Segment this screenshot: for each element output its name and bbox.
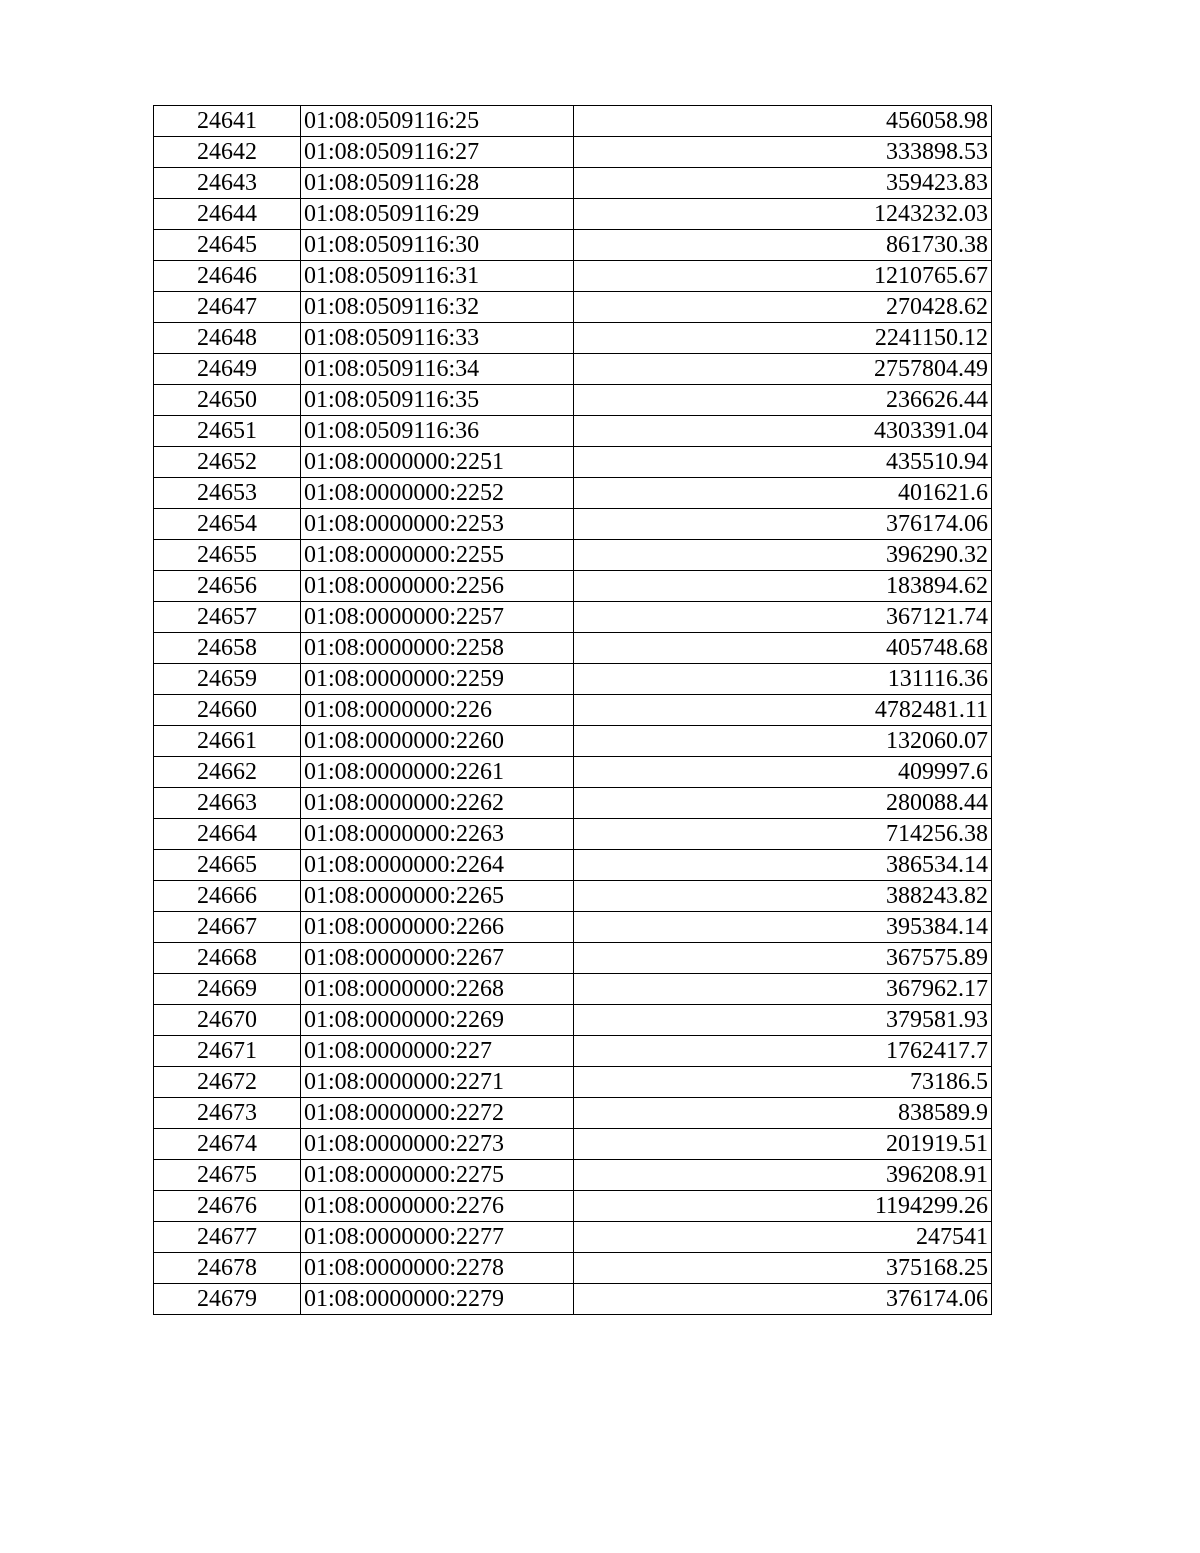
row-number-cell: 24669 xyxy=(154,974,301,1005)
value-cell: 1210765.67 xyxy=(574,261,992,292)
cadastral-number-cell: 01:08:0000000:2268 xyxy=(301,974,574,1005)
cadastral-number-cell: 01:08:0000000:2273 xyxy=(301,1129,574,1160)
cadastral-number-cell: 01:08:0000000:2251 xyxy=(301,447,574,478)
value-cell: 401621.6 xyxy=(574,478,992,509)
cadastral-number-cell: 01:08:0000000:2252 xyxy=(301,478,574,509)
cadastral-number-cell: 01:08:0000000:2266 xyxy=(301,912,574,943)
table-row xyxy=(154,447,992,478)
value-cell: 714256.38 xyxy=(574,819,992,850)
table-row xyxy=(154,664,992,695)
row-number-cell: 24677 xyxy=(154,1222,301,1253)
row-number-cell: 24655 xyxy=(154,540,301,571)
table-row xyxy=(154,292,992,323)
value-cell: 379581.93 xyxy=(574,1005,992,1036)
table-row xyxy=(154,881,992,912)
value-cell: 367962.17 xyxy=(574,974,992,1005)
table-row xyxy=(154,1005,992,1036)
table-row xyxy=(154,633,992,664)
table-row xyxy=(154,199,992,230)
table-row xyxy=(154,757,992,788)
cadastral-number-cell: 01:08:0000000:2278 xyxy=(301,1253,574,1284)
row-number-cell: 24656 xyxy=(154,571,301,602)
table-row xyxy=(154,602,992,633)
table-row xyxy=(154,261,992,292)
cadastral-number-cell: 01:08:0000000:2260 xyxy=(301,726,574,757)
cadastral-number-cell: 01:08:0000000:2256 xyxy=(301,571,574,602)
row-number-cell: 24675 xyxy=(154,1160,301,1191)
value-cell: 1194299.26 xyxy=(574,1191,992,1222)
cadastral-number-cell: 01:08:0000000:2275 xyxy=(301,1160,574,1191)
cadastral-number-cell: 01:08:0509116:36 xyxy=(301,416,574,447)
row-number-cell: 24642 xyxy=(154,137,301,168)
cadastral-number-cell: 01:08:0000000:2263 xyxy=(301,819,574,850)
row-number-cell: 24659 xyxy=(154,664,301,695)
value-cell: 4782481.11 xyxy=(574,695,992,726)
value-cell: 861730.38 xyxy=(574,230,992,261)
table-row xyxy=(154,571,992,602)
value-cell: 2241150.12 xyxy=(574,323,992,354)
cadastral-number-cell: 01:08:0509116:31 xyxy=(301,261,574,292)
row-number-cell: 24645 xyxy=(154,230,301,261)
value-cell: 359423.83 xyxy=(574,168,992,199)
value-cell: 388243.82 xyxy=(574,881,992,912)
row-number-cell: 24676 xyxy=(154,1191,301,1222)
cadastral-number-cell: 01:08:0000000:2259 xyxy=(301,664,574,695)
table-row xyxy=(154,974,992,1005)
cadastral-number-cell: 01:08:0000000:2262 xyxy=(301,788,574,819)
cadastral-number-cell: 01:08:0000000:227 xyxy=(301,1036,574,1067)
cadastral-number-cell: 01:08:0000000:2277 xyxy=(301,1222,574,1253)
table-row xyxy=(154,819,992,850)
table-row xyxy=(154,1067,992,1098)
cadastral-number-cell: 01:08:0509116:34 xyxy=(301,354,574,385)
table-row xyxy=(154,137,992,168)
cadastral-number-cell: 01:08:0509116:32 xyxy=(301,292,574,323)
row-number-cell: 24647 xyxy=(154,292,301,323)
value-cell: 132060.07 xyxy=(574,726,992,757)
row-number-cell: 24644 xyxy=(154,199,301,230)
table-row xyxy=(154,850,992,881)
table-row xyxy=(154,168,992,199)
row-number-cell: 24649 xyxy=(154,354,301,385)
cadastral-number-cell: 01:08:0000000:2279 xyxy=(301,1284,574,1315)
table-row xyxy=(154,1160,992,1191)
cadastral-number-cell: 01:08:0000000:2255 xyxy=(301,540,574,571)
table-row xyxy=(154,509,992,540)
row-number-cell: 24672 xyxy=(154,1067,301,1098)
row-number-cell: 24668 xyxy=(154,943,301,974)
table-row xyxy=(154,726,992,757)
table-row xyxy=(154,354,992,385)
cadastral-number-cell: 01:08:0509116:33 xyxy=(301,323,574,354)
value-cell: 376174.06 xyxy=(574,1284,992,1315)
table-row xyxy=(154,788,992,819)
cadastral-number-cell: 01:08:0509116:29 xyxy=(301,199,574,230)
table-row xyxy=(154,1036,992,1067)
table-row xyxy=(154,1222,992,1253)
row-number-cell: 24678 xyxy=(154,1253,301,1284)
value-cell: 236626.44 xyxy=(574,385,992,416)
value-cell: 183894.62 xyxy=(574,571,992,602)
value-cell: 386534.14 xyxy=(574,850,992,881)
cadastral-number-cell: 01:08:0509116:30 xyxy=(301,230,574,261)
cadastral-number-cell: 01:08:0000000:2264 xyxy=(301,850,574,881)
table-body xyxy=(154,106,992,1315)
cadastral-number-cell: 01:08:0000000:2261 xyxy=(301,757,574,788)
value-cell: 456058.98 xyxy=(574,106,992,137)
table-row xyxy=(154,540,992,571)
cadastral-number-cell: 01:08:0000000:2265 xyxy=(301,881,574,912)
row-number-cell: 24646 xyxy=(154,261,301,292)
cadastral-number-cell: 01:08:0000000:2253 xyxy=(301,509,574,540)
row-number-cell: 24666 xyxy=(154,881,301,912)
cadastral-number-cell: 01:08:0509116:27 xyxy=(301,137,574,168)
row-number-cell: 24671 xyxy=(154,1036,301,1067)
row-number-cell: 24665 xyxy=(154,850,301,881)
value-cell: 396208.91 xyxy=(574,1160,992,1191)
row-number-cell: 24662 xyxy=(154,757,301,788)
row-number-cell: 24660 xyxy=(154,695,301,726)
value-cell: 201919.51 xyxy=(574,1129,992,1160)
table-row xyxy=(154,1284,992,1315)
row-number-cell: 24652 xyxy=(154,447,301,478)
value-cell: 375168.25 xyxy=(574,1253,992,1284)
value-cell: 838589.9 xyxy=(574,1098,992,1129)
value-cell: 1243232.03 xyxy=(574,199,992,230)
row-number-cell: 24651 xyxy=(154,416,301,447)
row-number-cell: 24657 xyxy=(154,602,301,633)
cadastral-number-cell: 01:08:0000000:2257 xyxy=(301,602,574,633)
cadastral-number-cell: 01:08:0000000:2258 xyxy=(301,633,574,664)
row-number-cell: 24679 xyxy=(154,1284,301,1315)
value-cell: 367575.89 xyxy=(574,943,992,974)
cadastral-number-cell: 01:08:0509116:35 xyxy=(301,385,574,416)
row-number-cell: 24641 xyxy=(154,106,301,137)
value-cell: 405748.68 xyxy=(574,633,992,664)
cadastral-number-cell: 01:08:0000000:2271 xyxy=(301,1067,574,1098)
data-table xyxy=(153,105,992,1315)
row-number-cell: 24643 xyxy=(154,168,301,199)
row-number-cell: 24650 xyxy=(154,385,301,416)
value-cell: 367121.74 xyxy=(574,602,992,633)
table-row xyxy=(154,943,992,974)
cadastral-number-cell: 01:08:0000000:2267 xyxy=(301,943,574,974)
row-number-cell: 24674 xyxy=(154,1129,301,1160)
row-number-cell: 24667 xyxy=(154,912,301,943)
value-cell: 1762417.7 xyxy=(574,1036,992,1067)
table-row xyxy=(154,1191,992,1222)
value-cell: 435510.94 xyxy=(574,447,992,478)
value-cell: 333898.53 xyxy=(574,137,992,168)
value-cell: 409997.6 xyxy=(574,757,992,788)
row-number-cell: 24654 xyxy=(154,509,301,540)
table-row xyxy=(154,385,992,416)
cadastral-number-cell: 01:08:0000000:2269 xyxy=(301,1005,574,1036)
cadastral-number-cell: 01:08:0000000:2272 xyxy=(301,1098,574,1129)
row-number-cell: 24670 xyxy=(154,1005,301,1036)
value-cell: 280088.44 xyxy=(574,788,992,819)
value-cell: 247541 xyxy=(574,1222,992,1253)
row-number-cell: 24661 xyxy=(154,726,301,757)
table-row xyxy=(154,1129,992,1160)
value-cell: 376174.06 xyxy=(574,509,992,540)
value-cell: 270428.62 xyxy=(574,292,992,323)
row-number-cell: 24663 xyxy=(154,788,301,819)
table-row xyxy=(154,478,992,509)
table-row xyxy=(154,1098,992,1129)
row-number-cell: 24673 xyxy=(154,1098,301,1129)
value-cell: 2757804.49 xyxy=(574,354,992,385)
cadastral-number-cell: 01:08:0509116:28 xyxy=(301,168,574,199)
table-row xyxy=(154,323,992,354)
row-number-cell: 24658 xyxy=(154,633,301,664)
table-row xyxy=(154,416,992,447)
value-cell: 4303391.04 xyxy=(574,416,992,447)
table-row xyxy=(154,912,992,943)
row-number-cell: 24664 xyxy=(154,819,301,850)
table-row xyxy=(154,230,992,261)
cadastral-number-cell: 01:08:0509116:25 xyxy=(301,106,574,137)
cadastral-number-cell: 01:08:0000000:2276 xyxy=(301,1191,574,1222)
row-number-cell: 24648 xyxy=(154,323,301,354)
row-number-cell: 24653 xyxy=(154,478,301,509)
table-row xyxy=(154,1253,992,1284)
value-cell: 395384.14 xyxy=(574,912,992,943)
table-row xyxy=(154,106,992,137)
value-cell: 131116.36 xyxy=(574,664,992,695)
value-cell: 73186.5 xyxy=(574,1067,992,1098)
table-row xyxy=(154,695,992,726)
cadastral-number-cell: 01:08:0000000:226 xyxy=(301,695,574,726)
value-cell: 396290.32 xyxy=(574,540,992,571)
